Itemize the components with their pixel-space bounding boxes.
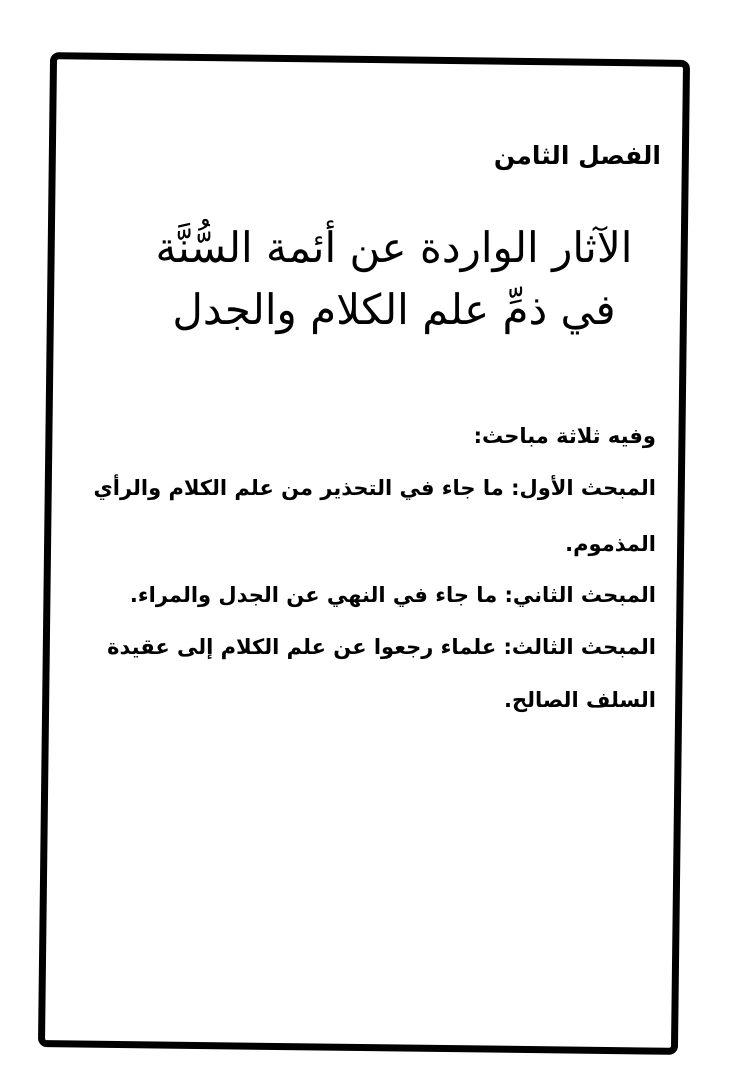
section-2-line: المبحث الثاني: ما جاء في النهي عن الجدل والمراء.: [129, 583, 656, 607]
section-3-line-1: المبحث الثالث: علماء رجعوا عن علم الكلام إلى عقيدة: [107, 635, 656, 659]
intro-line: وفيه ثلاثة مباحث:: [473, 424, 656, 448]
chapter-title-line-2: في ذمِّ علم الكلام والجدل: [172, 285, 616, 334]
section-3-line-2: السلف الصالح.: [503, 688, 656, 712]
section-1-line-1: المبحث الأول: ما جاء في التحذير من علم الكلام والرأي: [93, 476, 656, 500]
section-1-line-2: المذموم.: [565, 532, 656, 556]
chapter-title-line-1: الآثار الواردة عن أئمة السُّنَّة: [155, 223, 633, 272]
chapter-label: الفصل الثامن: [493, 141, 661, 170]
